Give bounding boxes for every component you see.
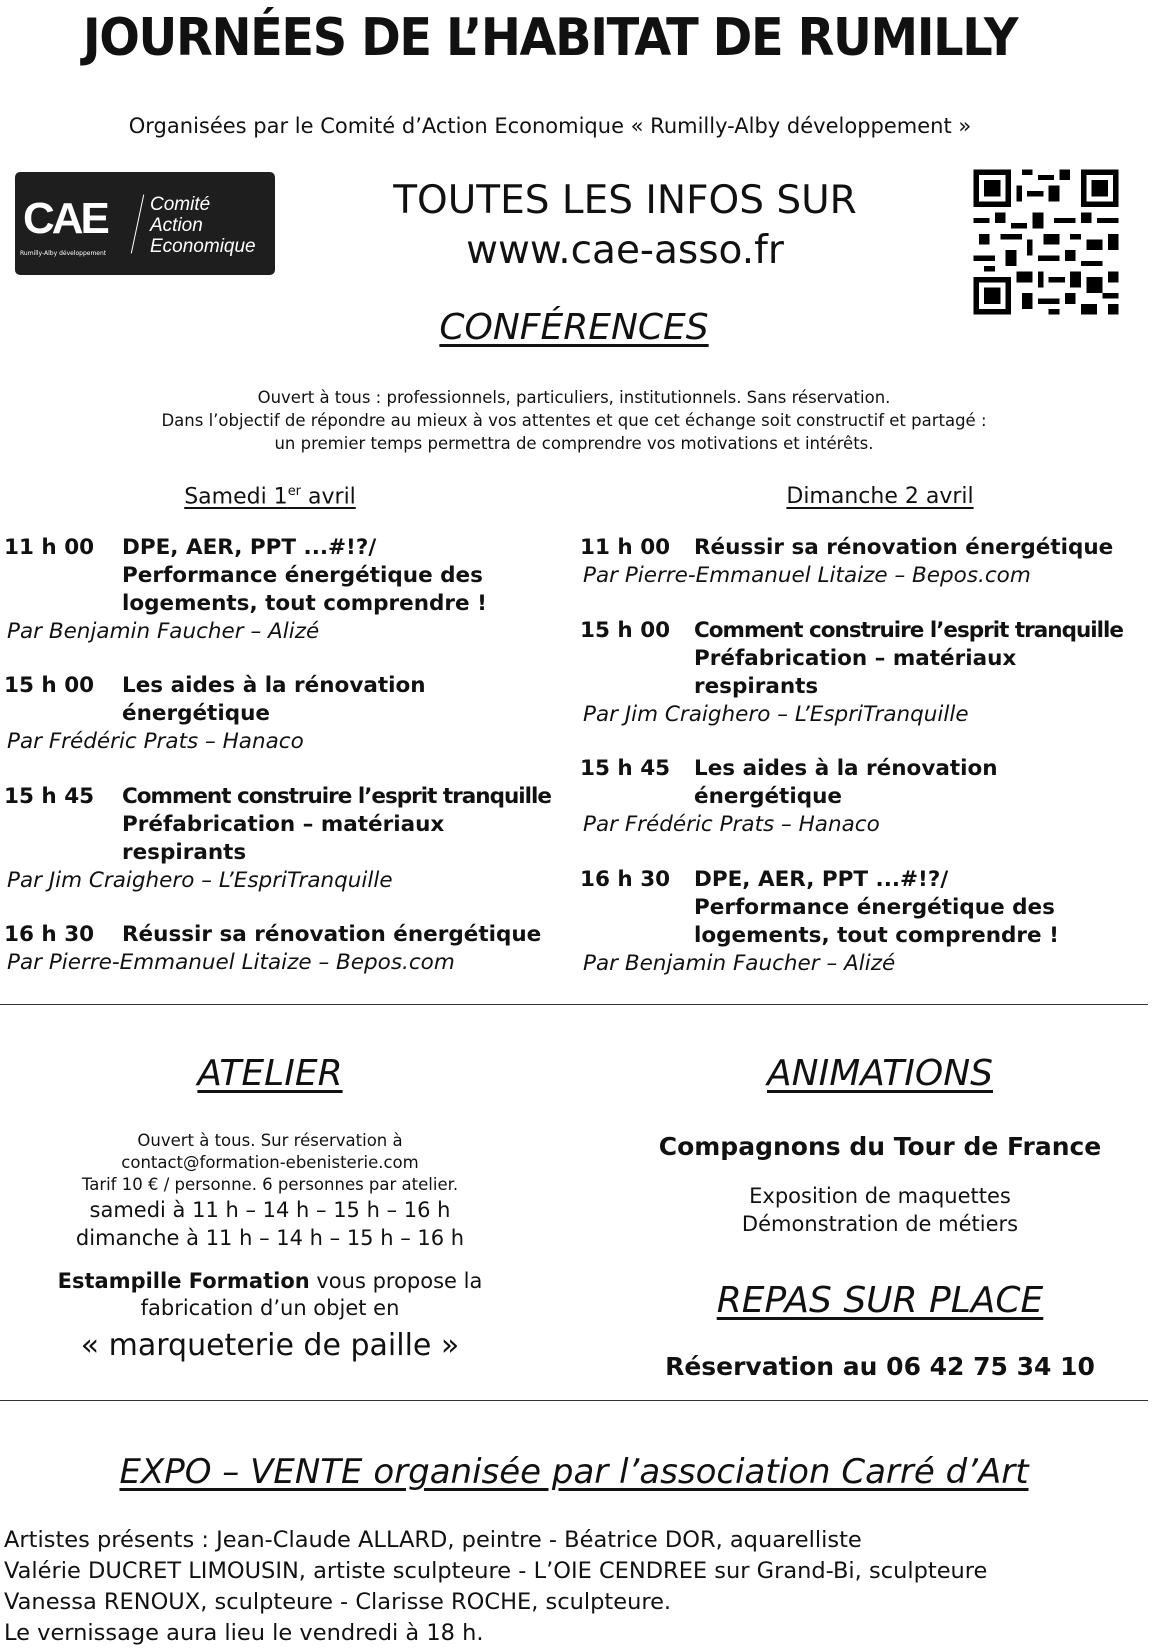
atelier-heading: ATELIER <box>197 1053 343 1094</box>
session-topic: DPE, AER, PPT ...#!?/ Performance énergétique des logements, tout comprendre ! <box>694 867 1059 948</box>
logo-slash <box>131 195 144 254</box>
infos-block <box>330 176 920 276</box>
session-time: 15 h 00 <box>580 618 671 643</box>
animations-details <box>610 1130 1150 1238</box>
session-topic: Comment construire l’esprit tranquille Préfabrication – matériaux respirants <box>694 618 1123 699</box>
animations-list: Exposition de maquettes Démonstration de métiers <box>741 1184 1019 1236</box>
conferences-heading: CONFÉRENCES <box>439 307 709 348</box>
atelier-details: Ouvert à tous. Sur réservation à contact@formation-ebenisterie.com Tarif 10 € / personne. 6 personnes par atelier. samedi à 11 h – 14 h – 15 h – 16 h dimanche à 11 h – 14 h – 15 h – 16 h Estampille Formation vous propose la fabrication d’un objet en « marqueterie de paille » <box>25 1130 515 1366</box>
session-speaker: Par Pierre-Emmanuel Litaize – Bepos.com <box>583 563 1031 588</box>
atelier-slot: samedi à 11 h – 14 h – 15 h – 16 h <box>89 1198 451 1222</box>
session-time: 16 h 30 <box>4 922 95 947</box>
animations-heading: ANIMATIONS <box>767 1053 993 1094</box>
logo-mark: CAE <box>23 194 107 243</box>
session-time: 15 h 00 <box>4 673 95 698</box>
session-time: 15 h 45 <box>580 756 671 781</box>
day2-title: Dimanche 2 avril <box>786 484 974 509</box>
session-topic: DPE, AER, PPT ...#!?/ Performance énergétique des logements, tout comprendre ! <box>122 535 487 616</box>
expo-heading: EXPO – VENTE organisée par l’association Carré d’Art <box>119 1452 1029 1492</box>
qr-code-icon <box>968 163 1124 321</box>
reservation-phone: Réservation au 06 42 75 34 10 <box>665 1352 1095 1381</box>
session-time: 15 h 45 <box>4 784 95 809</box>
session-speaker: Par Pierre-Emmanuel Litaize – Bepos.com <box>7 950 455 975</box>
repas-heading: REPAS SUR PLACE <box>716 1280 1044 1321</box>
session-topic: Les aides à la rénovation énergétique <box>694 756 998 809</box>
conferences-intro: Ouvert à tous : professionnels, particuliers, institutionnels. Sans réservation. Dans l’objectif de répondre au mieux à vos attentes et que cet échange soit constructif et partagé : un premier temps permettra de comprendre vos motivations et intérêts. <box>161 388 987 453</box>
session-topic: Les aides à la rénovation énergétique <box>122 673 426 726</box>
infos-line: TOUTES LES INFOS SUR <box>393 178 857 223</box>
session-speaker: Par Jim Craighero – L’EspriTranquille <box>7 868 393 893</box>
page-subtitle: Organisées par le Comité d’Action Economique « Rumilly-Alby développement » <box>128 114 972 138</box>
compagnons-title: Compagnons du Tour de France <box>658 1132 1102 1161</box>
session-time: 11 h 00 <box>4 535 95 560</box>
session-topic: Réussir sa rénovation énergétique <box>694 535 1114 560</box>
session-speaker: Par Jim Craighero – L’EspriTranquille <box>583 702 969 727</box>
page-title: JOURNÉES DE L’HABITAT DE RUMILLY <box>82 8 1018 68</box>
day1-title: Samedi 1er avril <box>184 484 356 510</box>
session-topic: Comment construire l’esprit tranquille Préfabrication – matériaux respirants <box>122 784 551 865</box>
contact-email-link[interactable]: contact@formation-ebenisterie.com <box>121 1153 419 1172</box>
atelier-proposal: Estampille Formation vous propose la fabrication d’un objet en <box>57 1269 483 1320</box>
divider <box>0 1400 1148 1401</box>
session-speaker: Par Frédéric Prats – Hanaco <box>7 729 304 754</box>
session-speaker: Par Frédéric Prats – Hanaco <box>583 812 880 837</box>
session-time: 11 h 00 <box>580 535 671 560</box>
cae-logo <box>15 172 275 275</box>
session-speaker: Par Benjamin Faucher – Alizé <box>7 619 320 644</box>
divider <box>0 1004 1148 1005</box>
atelier-highlight: « marqueterie de paille » <box>80 1328 460 1363</box>
session-topic: Réussir sa rénovation énergétique <box>122 922 542 947</box>
expo-artists: Artistes présents : Jean-Claude ALLARD, peintre - Béatrice DOR, aquarelliste Valérie DUCRET LIMOUSIN, artiste sculpteure - L’OIE CENDREE sur Grand-Bi, sculpteure Vanessa RENOUX, sculpteure - Clarisse ROCHE, sculpteure. Le vernissage aura lieu le vendredi à 18 h. <box>4 1527 988 1646</box>
atelier-slot: dimanche à 11 h – 14 h – 15 h – 16 h <box>75 1226 465 1250</box>
website-link[interactable]: www.cae-asso.fr <box>466 228 784 273</box>
logo-tagline: Rumilly-Alby développement <box>20 250 107 257</box>
session-speaker: Par Benjamin Faucher – Alizé <box>583 951 896 976</box>
session-time: 16 h 30 <box>580 867 671 892</box>
logo-name: Comité Action Economique <box>150 194 256 257</box>
